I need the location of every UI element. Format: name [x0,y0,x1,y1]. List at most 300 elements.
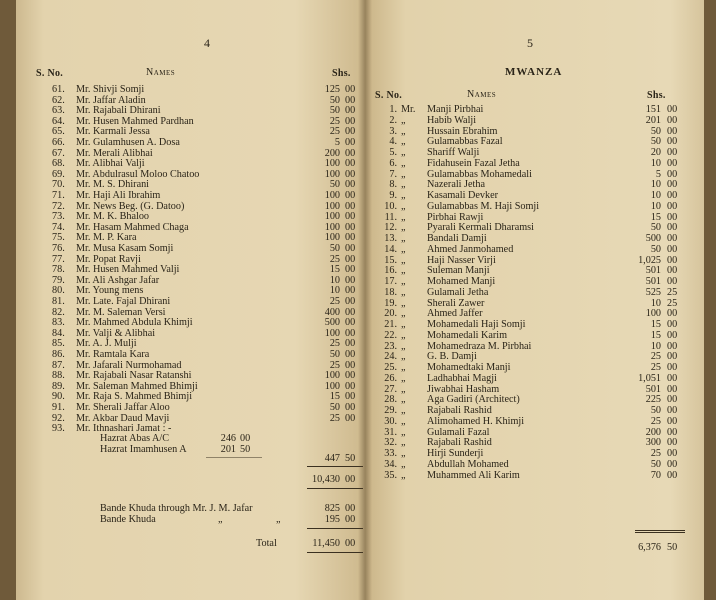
list-item [365,341,704,352]
list-item [16,201,365,212]
amount-shs: 501 [645,276,661,287]
amount-cents: 00 [667,405,678,416]
list-item [365,190,704,201]
amount-shs: 50 [329,179,340,191]
amount-shs: 25 [650,415,661,427]
total-shs: 11,450 [312,538,340,549]
list-item [16,190,365,201]
list-item [365,298,704,309]
amount-cents: 00 [345,264,356,276]
amount-cents: 00 [667,168,678,180]
amount-shs: 100 [324,221,340,233]
name-prefix: „ [401,308,406,320]
name-prefix: „ [401,179,406,191]
list-item [365,147,704,158]
serial-number: 62. [52,94,65,106]
amount-shs: 50 [329,349,340,360]
serial-number: 4. [389,136,397,148]
amount-cents: 00 [345,285,356,297]
amount-shs: 225 [645,394,661,406]
grand-total [16,538,365,549]
donor-name: Mr. Musa Kasam Somji [76,243,174,254]
serial-number: 29. [384,405,397,416]
list-item [16,179,365,190]
amount-cents: 00 [345,158,356,170]
amount-shs: 10 [650,340,661,352]
serial-number: 1. [389,104,397,115]
serial-number: 79. [52,274,65,286]
amount-cents: 00 [345,243,356,254]
amount-cents: 00 [667,415,678,427]
amount-shs: 25 [329,338,340,350]
serial-number: 12. [384,222,397,234]
name-prefix: „ [401,265,406,277]
list-item [365,405,704,416]
donor-name: Mr. Ithnashari Jamat : - [76,423,172,435]
total-label: Total [256,538,277,549]
amount-cents: 00 [345,402,356,413]
list-item [16,222,365,233]
list-item [365,115,704,126]
page-number: 4 [204,36,210,50]
jamat-amount: 201 [220,444,236,455]
serial-number: 15. [384,254,397,266]
amount-shs: 50 [329,94,340,106]
donor-name: Mohamedraza M. Pirbhai [427,340,532,352]
total-shs: 6,376 [638,542,661,553]
amount-shs: 25 [329,359,340,371]
list-item [16,307,365,318]
subtotal-rule-2 [307,488,363,489]
donor-name: Mr. Late. Fajal Dhirani [76,296,171,307]
donor-name: Mr. Sherali Jaffar Aloo [76,402,170,413]
serial-number: 11. [384,211,397,223]
serial-number: 77. [52,253,65,265]
serial-number: 74. [52,221,65,233]
amount-shs: 25 [329,412,340,424]
amount-cents: 00 [345,296,356,307]
donor-name: Muhammed Ali Karim [427,469,520,481]
list-item [365,169,704,180]
amount-shs: 125 [324,84,340,95]
serial-number: 76. [52,243,65,254]
amount-cents: 00 [345,412,356,424]
serial-number: 69. [52,168,65,180]
serial-number: 19. [384,297,397,309]
list-item [365,308,704,319]
amount-cents: 00 [667,243,678,255]
amount-cents: 00 [345,168,356,180]
donor-name: Mr. Rajabali Nasar Ratanshi [76,370,192,382]
amount-shs: 100 [324,370,340,382]
serial-number: 30. [384,415,397,427]
donor-name: Pirbhai Rawji [427,211,484,223]
bande-row [100,514,365,525]
donor-name: Mr. M. P. Kara [76,232,137,244]
amount-cents: 00 [345,253,356,265]
amount-shs: 10 [650,157,661,169]
name-prefix: „ [401,426,406,438]
amount-shs: 25 [650,362,661,373]
serial-number: 91. [52,402,65,413]
list-item [16,381,365,392]
amount-cents: 00 [667,136,678,148]
amount-cents: 00 [667,190,678,201]
list-item [365,351,704,362]
amount-shs: 100 [645,308,661,320]
serial-number: 21. [384,319,397,330]
amount-cents: 00 [345,232,356,244]
amount-cents: 00 [345,137,356,148]
book-gutter [358,0,372,600]
donor-name: G. B. Damji [427,351,477,363]
serial-number: 5. [389,147,397,158]
serial-number: 73. [52,211,65,223]
sno-header: S. No. [375,90,403,101]
total-rule [307,528,363,529]
name-prefix: „ [401,297,406,309]
amount-shs: 15 [329,264,340,276]
donor-name: Alimohamed H. Khimji [427,415,525,427]
sno-header: S. No. [36,68,64,79]
amount-shs: 10 [329,274,340,286]
amount-cents: 00 [667,383,678,395]
amount-cents: 00 [667,394,678,406]
subtotal-cts: 00 [345,474,356,485]
donor-name: Mr. Saleman Mahmed Bhimji [76,380,198,392]
serial-number: 10. [384,200,397,212]
donor-name: Mr. A. J. Mulji [76,338,137,350]
amount-cents: 00 [345,338,356,350]
amount-cents: 25 [667,286,678,298]
serial-number: 27. [384,383,397,395]
serial-number: 89. [52,380,65,392]
serial-number: 71. [52,190,65,201]
list-item [16,148,365,159]
amount-cents: 00 [345,391,356,403]
amount-cents: 00 [345,200,356,212]
right-page [365,0,704,600]
amount-shs: 25 [650,351,661,363]
amount-cents: 00 [345,179,356,191]
jamat-cents: 50 [240,444,251,455]
donor-name: Pyarali Kermali Dharamsi [427,222,534,234]
amount-shs: 15 [650,211,661,223]
list-item [16,349,365,360]
donor-name: Mr. Hasam Mahmed Chaga [76,221,189,233]
list-item [16,391,365,402]
amount-shs: 15 [650,329,661,341]
list-item [365,448,704,459]
amount-shs: 100 [324,190,340,201]
list-item [365,212,704,223]
name-prefix: „ [401,276,406,287]
list-item [16,254,365,265]
serial-number: 83. [52,317,65,329]
amount-cents: 00 [667,319,678,330]
donor-name: Mr. M. K. Bhaloo [76,211,150,223]
donor-name: Mohamedtaki Manji [427,362,511,373]
donor-name: Mr. Ramtala Kara [76,349,150,360]
page-number: 5 [527,36,533,50]
donor-name: Mr. Shivji Somji [76,84,145,95]
amount-cents: 00 [345,370,356,382]
name-prefix: „ [401,405,406,416]
name-prefix: „ [401,458,406,470]
amount-cents: 00 [667,114,678,126]
name-prefix: „ [401,415,406,427]
bande-name: Bande Khuda through Mr. J. M. Jafar [100,503,253,514]
amount-cents: 00 [345,115,356,127]
donor-name: Hussain Ebrahim [427,125,498,137]
name-prefix: „ [401,437,406,449]
serial-number: 33. [384,448,397,459]
section-title: MWANZA [505,66,563,78]
amount-shs: 50 [650,125,661,137]
amount-cents: 00 [667,157,678,169]
name-prefix: „ [401,469,406,481]
serial-number: 35. [384,469,397,481]
list-item [16,137,365,148]
serial-number: 81. [52,296,65,307]
serial-number: 31. [384,426,397,438]
list-item [365,276,704,287]
amount-cents: 00 [667,329,678,341]
list-item [16,360,365,371]
total-rule [635,530,685,531]
donor-name: Mr. Abdulrasul Moloo Chatoo [76,168,200,180]
jamat-cents: 00 [240,433,251,444]
amount-shs: 10 [650,190,661,201]
serial-number: 64. [52,115,65,127]
name-prefix: „ [401,190,406,201]
amount-shs: 25 [329,296,340,307]
serial-number: 84. [52,327,65,339]
amount-shs: 1,051 [638,372,661,384]
amount-cents: 00 [345,327,356,339]
list-item [16,370,365,381]
list-item [16,402,365,413]
donor-name: Gulamabbas Mohamedali [427,168,532,180]
amount-shs: 10 [329,285,340,297]
list-item [16,317,365,328]
list-item [16,413,365,424]
list-item [16,126,365,137]
amount-cents: 00 [667,426,678,438]
names-header: Names [146,67,176,78]
total-cts: 00 [345,538,356,549]
donor-name: Mohamedali Haji Somji [427,319,526,330]
donor-name: Mohamedali Karim [427,329,508,341]
amount-shs: 20 [650,147,661,158]
serial-number: 16. [384,265,397,277]
bande-shs: 825 [324,503,340,514]
donor-name: Ahmed Jaffer [427,308,483,320]
serial-number: 87. [52,359,65,371]
list-item [16,95,365,106]
name-prefix: „ [401,362,406,373]
list-item [365,330,704,341]
serial-number: 25. [384,362,397,373]
amount-shs: 500 [645,233,661,244]
total-rule-2 [635,532,685,533]
amount-shs: 100 [324,200,340,212]
amount-shs: 100 [324,168,340,180]
donor-name: Mr. Young mens [76,285,144,297]
amount-cents: 00 [667,147,678,158]
amount-cents: 00 [667,340,678,352]
list-item [365,362,704,373]
amount-cents: 00 [667,276,678,287]
amount-cents: 00 [345,84,356,95]
amount-shs: 50 [329,243,340,254]
list-item [365,437,704,448]
name-prefix: „ [401,168,406,180]
name-prefix: „ [401,319,406,330]
name-prefix: „ [401,329,406,341]
serial-number: 65. [52,126,65,138]
left-page [16,0,365,600]
amount-shs: 25 [650,448,661,459]
serial-number: 23. [384,340,397,352]
name-prefix: „ [401,448,406,459]
donor-name: Mr. Jafarali Nurmohamad [76,359,182,371]
donor-name: Mr. Husen Mahmed Pardhan [76,115,194,127]
amount-cents: 00 [345,359,356,371]
amount-cents: 00 [345,349,356,360]
amount-shs: 100 [324,158,340,170]
subtotal-shs: 10,430 [311,474,340,485]
subtotal-rule [307,466,363,467]
serial-number: 26. [384,372,397,384]
list-item [16,232,365,243]
donor-name: Abdullah Mohamed [427,458,509,470]
jamat-name: Hazrat Imamhusen A [100,444,187,455]
amount-cents: 00 [667,351,678,363]
name-prefix: „ [401,351,406,363]
amount-cents: 00 [667,254,678,266]
name-prefix: „ [401,222,406,234]
serial-number: 82. [52,306,65,318]
list-item [16,296,365,307]
jamat-total-shs: 447 [324,453,340,464]
serial-number: 68. [52,158,65,170]
serial-number: 6. [389,157,397,169]
amount-shs: 25 [329,126,340,138]
serial-number: 28. [384,394,397,406]
list-item [16,328,365,339]
list-item [16,243,365,254]
list-item [365,244,704,255]
name-prefix: „ [401,394,406,406]
list-item [365,201,704,212]
donor-name: Haji Nasser Virji [427,254,496,266]
amount-shs: 100 [324,211,340,223]
names-header: Names [467,89,497,100]
serial-number: 63. [52,105,65,117]
name-prefix: „ [401,243,406,255]
donor-name: Habib Walji [427,114,477,126]
amount-shs: 50 [650,458,661,470]
donor-name: Nazerali Jetha [427,179,485,191]
serial-number: 24. [384,351,397,363]
list-item [365,416,704,427]
amount-cents: 00 [667,469,678,481]
donor-name: Hirji Sunderji [427,448,484,459]
amount-cents: 00 [345,190,356,201]
donor-name: Rajabali Rashid [427,437,492,449]
amount-shs: 70 [650,469,661,481]
serial-number: 86. [52,349,65,360]
donor-name: Mr. Mahmed Abdula Khimji [76,317,193,329]
name-prefix: „ [401,211,406,223]
bande-row [100,503,365,514]
amount-shs: 50 [329,105,340,117]
amount-shs: 500 [324,317,340,329]
donor-name: Mr. Karmali Jessa [76,126,150,138]
serial-number: 22. [384,329,397,341]
amount-shs: 100 [324,380,340,392]
amount-shs: 25 [329,253,340,265]
donor-name: Suleman Manji [427,265,490,277]
donor-name: Rajabali Rashid [427,405,492,416]
list-item [365,233,704,244]
jamat-name: Hazrat Abas A/C [100,433,170,444]
list-item [16,264,365,275]
donor-name: Ladhabhai Magji [427,372,497,384]
shs-header: Shs. [332,68,351,79]
amount-shs: 15 [329,391,340,403]
amount-shs: 200 [324,147,340,159]
shs-header: Shs. [647,90,666,101]
amount-shs: 151 [645,104,661,115]
bande-name: Bande Khuda [100,514,156,525]
donor-name: Mr. Popat Ravji [76,253,141,265]
ditto-mark: „ [218,514,223,525]
serial-number: 14. [384,243,397,255]
total-double-rule [307,552,363,553]
serial-number: 72. [52,200,65,212]
amount-shs: 10 [650,179,661,191]
list-item [365,222,704,233]
serial-number: 34. [384,458,397,470]
amount-shs: 50 [329,402,340,413]
amount-cents: 00 [667,458,678,470]
amount-shs: 200 [645,426,661,438]
bande-cts: 00 [345,514,356,525]
donor-name: Mr. Jaffar Aladin [76,94,146,106]
serial-number: 17. [384,276,397,287]
serial-number: 66. [52,137,65,148]
donor-name: Sherali Zawer [427,297,485,309]
list-item [365,136,704,147]
amount-shs: 1,025 [638,254,661,266]
donor-name: Mr. Akbar Daud Mavji [76,412,170,424]
amount-cents: 00 [667,104,678,115]
donor-name: Gulamali Fazal [427,426,490,438]
amount-cents: 00 [667,200,678,212]
amount-shs: 50 [650,222,661,234]
amount-cents: 00 [667,233,678,244]
amount-shs: 501 [645,383,661,395]
name-prefix: „ [401,157,406,169]
list-item [365,384,704,395]
amount-shs: 201 [645,114,661,126]
list-item [365,265,704,276]
serial-number: 92. [52,412,65,424]
ditto-mark: „ [276,514,281,525]
list-item [16,116,365,127]
